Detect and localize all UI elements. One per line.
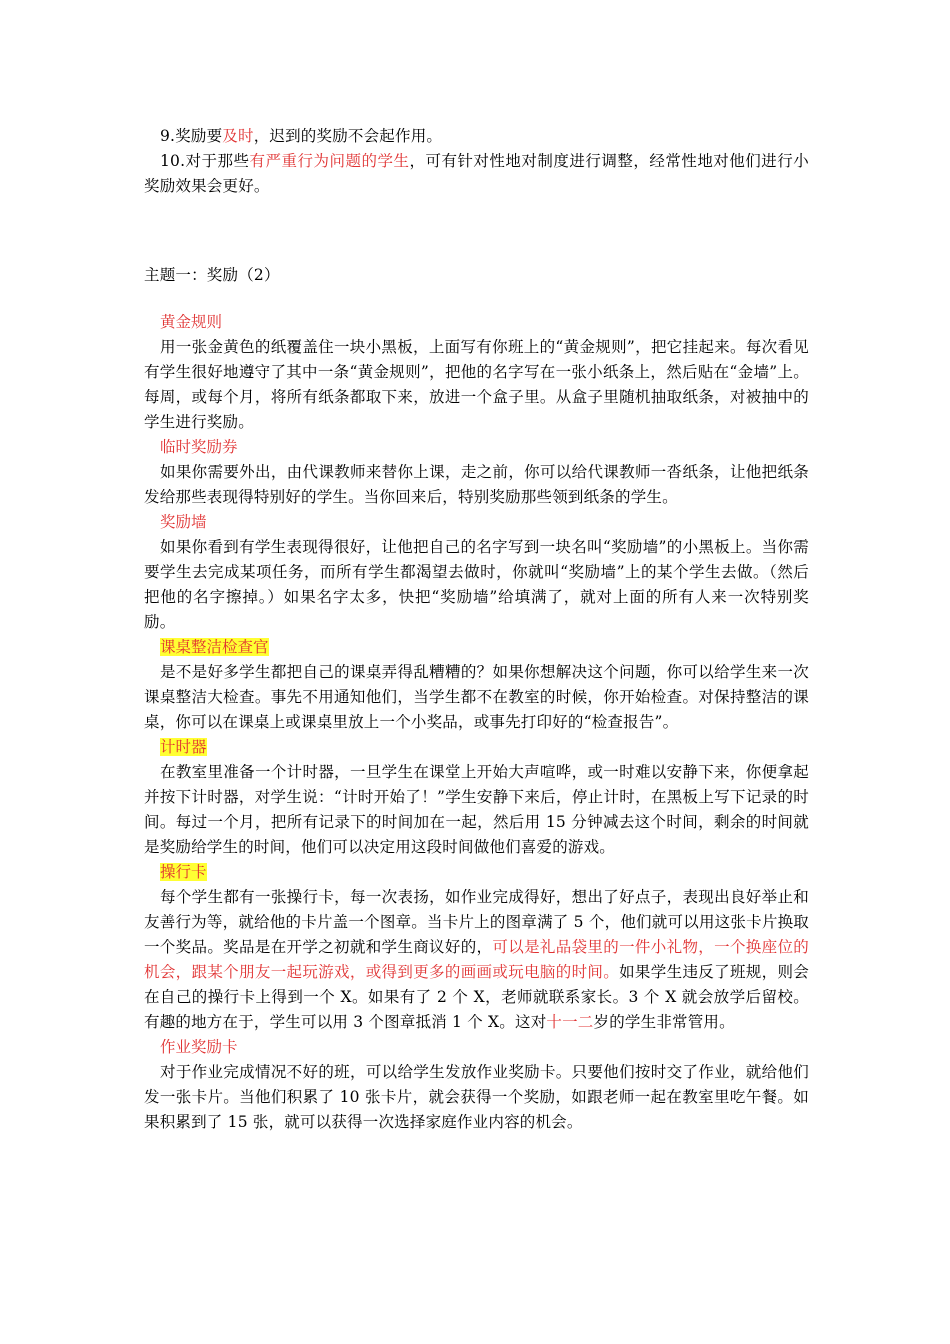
item-10-text-a: 10.对于那些 bbox=[160, 152, 250, 170]
section-body-reward-wall: 如果你看到有学生表现得很好，让他把自己的名字写到一块名叫“奖励墙”的小黑板上。当你需要学生去完成某项任务，而所有学生都渴望去做时，你就叫“奖励墙”上的某个学生去做。（然后把他的名字擦掉。）如果名字太多，快把“奖励墙”给填满了，就对上面的所有人来一次特别奖励。 bbox=[144, 538, 809, 631]
item-9 bbox=[144, 124, 809, 149]
conduct-card-emphasis: 可以是礼品袋里的一件小礼物，一个换座位的机会，跟某个朋友一起玩游戏，或得到更多的画画或玩电脑的时间。 bbox=[144, 938, 809, 981]
item-9-text-c: ，迟到的奖励不会起作用。 bbox=[253, 127, 443, 145]
item-10-text-c: ，可有针对性地对制度进行调整，经常性地对他们进行小奖励效果会更好。 bbox=[144, 152, 809, 195]
document-page bbox=[144, 124, 809, 1135]
desk-inspector-highlight: 课桌整洁检查官 bbox=[160, 638, 269, 656]
section-body-timer: 在教室里准备一个计时器，一旦学生在课堂上开始大声喧哗，或一时难以安静下来，你便拿起并按下计时器，对学生说：“计时开始了！”学生安静下来后，停止计时，在黑板上写下记录的时间。每过一个月，把所有记录下的时间加在一起，然后用 15 分钟减去这个时间，剩余的时间就是奖励给学生的时间，他们可以决定用这段时间做他们喜爱的游戏。 bbox=[144, 763, 809, 856]
section-heading-conduct-card bbox=[144, 860, 809, 885]
timer-highlight: 计时器 bbox=[160, 738, 207, 756]
section-heading-reward-wall: 奖励墙 bbox=[160, 513, 207, 531]
conduct-card-highlight: 操行卡 bbox=[160, 863, 207, 881]
section-heading-golden-rule: 黄金规则 bbox=[160, 313, 223, 331]
section-body-temp-coupon: 如果你需要外出，由代课教师来替你上课，走之前，你可以给代课教师一沓纸条，让他把纸条发给那些表现得特别好的学生。当你回来后，特别奖励那些领到纸条的学生。 bbox=[144, 463, 809, 506]
section-heading-homework-card: 作业奖励卡 bbox=[160, 1038, 238, 1056]
item-9-emphasis: 及时 bbox=[222, 127, 254, 145]
section-heading-desk-inspector bbox=[144, 635, 809, 660]
section-heading-timer bbox=[144, 735, 809, 760]
conduct-card-text-b: 如果学生违反了班规，则会在自己的操行卡上得到一个 X。如果有了 2 个 X，老师就联系家长。3 个 X 就会放学后留校。有趣的地方在于，学生可以用 3 个图章抵消 1 个 X。这对 bbox=[144, 963, 809, 1031]
section-body-golden-rule: 用一张金黄色的纸覆盖住一块小黑板，上面写有你班上的“黄金规则”，把它挂起来。每次看见有学生很好地遵守了其中一条“黄金规则”，把他的名字写在一张小纸条上，然后贴在“金墙”上。每周，或每个月，将所有纸条都取下来，放进一个盒子里。从盒子里随机抽取纸条，对被抽中的学生进行奖励。 bbox=[144, 338, 809, 431]
item-10-emphasis: 有严重行为问题的学生 bbox=[249, 152, 410, 170]
section-heading-temp-coupon: 临时奖励券 bbox=[160, 438, 238, 456]
item-10 bbox=[144, 149, 809, 199]
section-body-conduct-card bbox=[144, 885, 809, 1035]
topic-title: 主题一：奖励（2） bbox=[144, 266, 280, 284]
conduct-card-text-a: 每个学生都有一张操行卡，每一次表扬，如作业完成得好，想出了好点子，表现出良好举止和友善行为等，就给他的卡片盖一个图章。当卡片上的图章满了 5 个，他们就可以用这张卡片换取一个奖品。奖品是在开学之初就和学生商议好的， bbox=[144, 888, 809, 956]
item-9-text-a: 9.奖励要 bbox=[160, 127, 223, 145]
section-body-homework-card: 对于作业完成情况不好的班，可以给学生发放作业奖励卡。只要他们按时交了作业，就给他们发一张卡片。当他们积累了 10 张卡片，就会获得一个奖励，如跟老师一起在教室里吃午餐。如果积累到了 15 张，就可以获得一次选择家庭作业内容的机会。 bbox=[144, 1063, 809, 1131]
conduct-card-age-emphasis: 十一二 bbox=[546, 1013, 594, 1031]
section-body-desk-inspector: 是不是好多学生都把自己的课桌弄得乱糟糟的？如果你想解决这个问题，你可以给学生来一次课桌整洁大检查。事先不用通知他们，当学生都不在教室的时候，你开始检查。对保持整洁的课桌，你可以在课桌上或课桌里放上一个小奖品，或事先打印好的“检查报告”。 bbox=[144, 663, 809, 731]
conduct-card-text-c: 岁的学生非常管用。 bbox=[593, 1013, 735, 1031]
